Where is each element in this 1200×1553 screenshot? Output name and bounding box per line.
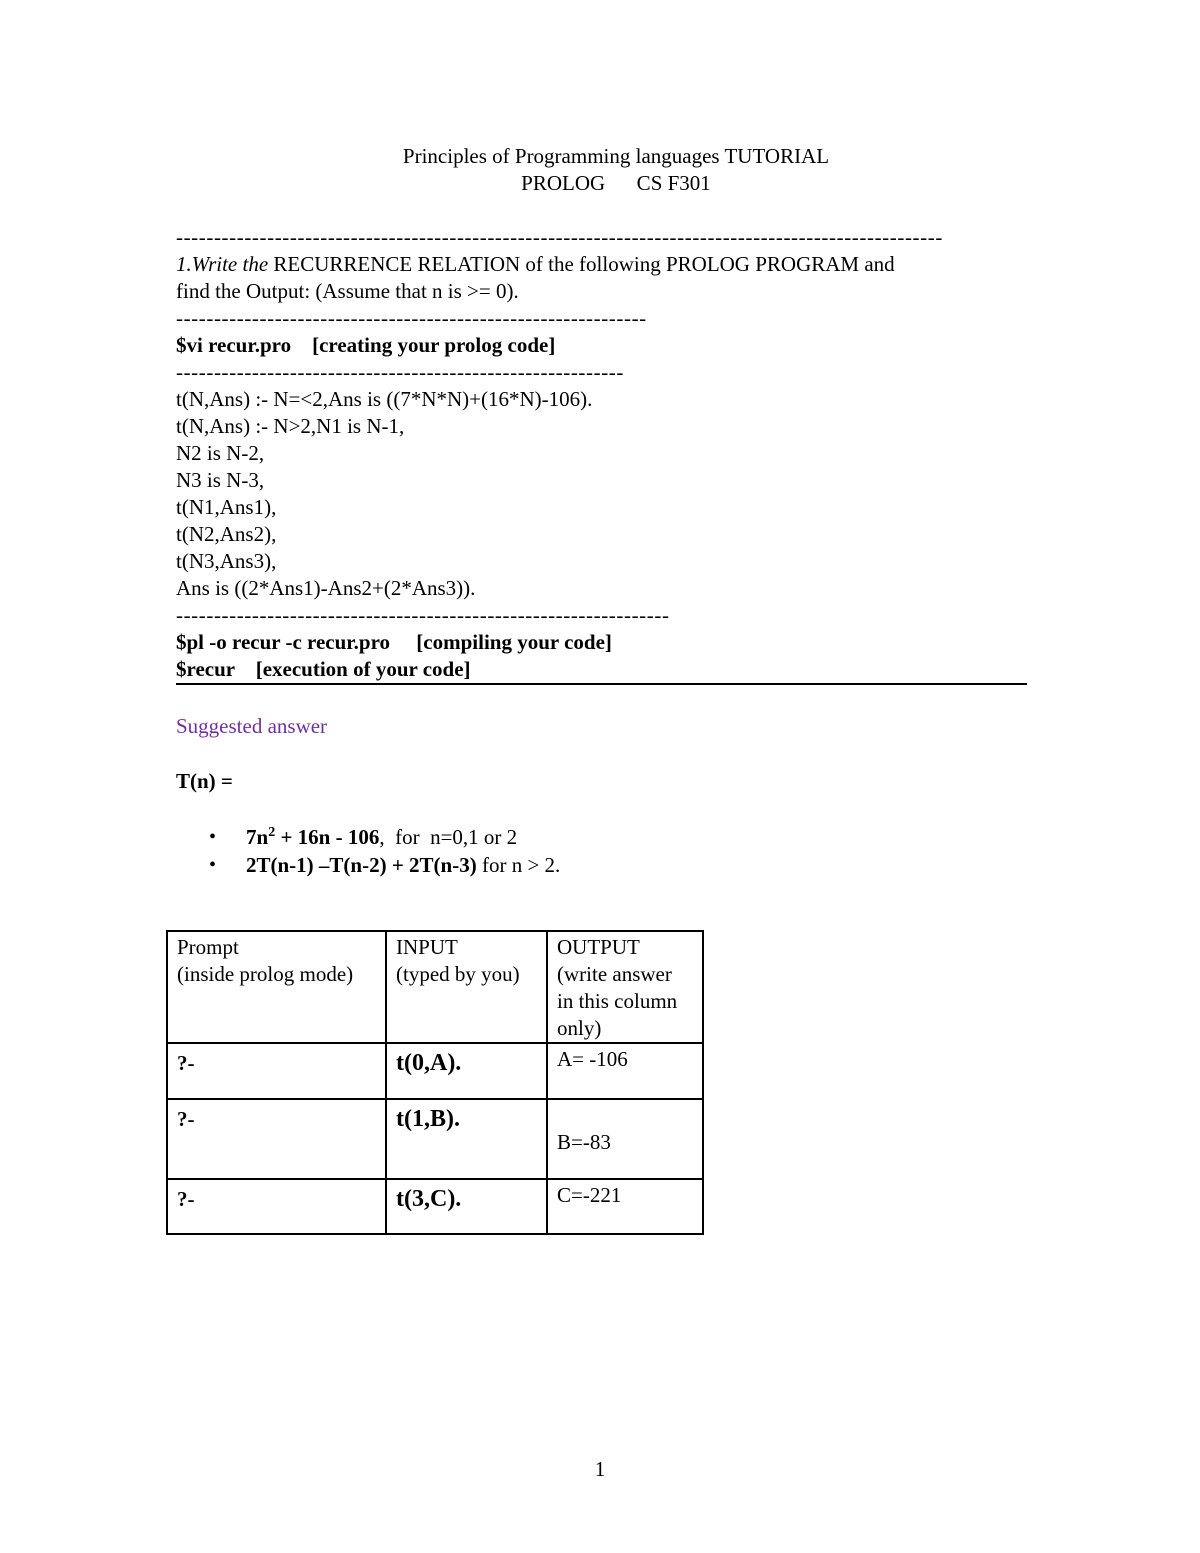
base-case-exponent: 2 (268, 825, 276, 840)
output-cell: B=-83 (547, 1099, 703, 1179)
separator-line: ----------------------------------------------------------------- (176, 603, 670, 627)
table-row (167, 1043, 703, 1099)
recurrence-label: T(n) = (176, 769, 233, 793)
prompt-cell: ?- (167, 1043, 386, 1099)
list-item (176, 851, 560, 879)
input-cell: t(1,B). (386, 1099, 547, 1179)
table-row (167, 1099, 703, 1179)
input-cell: t(3,C). (386, 1179, 547, 1234)
code-line: Ans is ((2*Ans1)-Ans2+(2*Ans3)). (176, 576, 476, 600)
base-case-term: 7n (246, 825, 269, 849)
code-line: t(N,Ans) :- N=<2,Ans is ((7*N*N)+(16*N)-106). (176, 387, 593, 411)
prompt-cell: ?- (167, 1179, 386, 1234)
separator-line: ----------------------------------------------------------------------------------------------------- (176, 225, 943, 249)
base-case-condition: , for n=0,1 or 2 (379, 825, 518, 849)
code-line: N3 is N-3, (176, 468, 265, 492)
section-rule (176, 683, 1027, 685)
recurrence-cases (176, 823, 560, 879)
input-cell: t(0,A). (386, 1043, 547, 1099)
code-line: t(N3,Ans3), (176, 549, 277, 573)
code-line: t(N1,Ans1), (176, 495, 277, 519)
question-text-1: RECURRENCE RELATION of the following PROLOG PROGRAM and (268, 252, 895, 276)
recursive-case-term: 2T(n-1) –T(n-2) + 2T(n-3) (246, 853, 477, 877)
document-title: Principles of Programming languages TUTORIAL (402, 144, 830, 168)
execute-command: $recur [execution of your code] (176, 657, 471, 681)
list-item (176, 823, 560, 851)
code-line: t(N2,Ans2), (176, 522, 277, 546)
suggested-answer-heading: Suggested answer (176, 714, 328, 738)
column-header-prompt: Prompt (inside prolog mode) (167, 931, 386, 1043)
edit-command: $vi recur.pro [creating your prolog code] (176, 333, 556, 357)
query-table (166, 930, 704, 1235)
prompt-cell: ?- (167, 1099, 386, 1179)
question-number-lead: 1.Write the (176, 252, 269, 276)
output-cell: C=-221 (547, 1179, 703, 1234)
column-header-input: INPUT (typed by you) (386, 931, 547, 1043)
code-line: t(N,Ans) :- N>2,N1 is N-1, (176, 414, 405, 438)
question-line-2: find the Output: (Assume that n is >= 0). (176, 279, 519, 303)
page-number: 1 (594, 1457, 606, 1481)
base-case-rest: + 16n - 106 (275, 825, 380, 849)
separator-line: ----------------------------------------------------------- (176, 360, 624, 384)
question-line-1 (176, 252, 895, 277)
recursive-case-condition: for n > 2. (476, 853, 561, 877)
document-subtitle: PROLOG CS F301 (521, 171, 711, 195)
separator-line: -------------------------------------------------------------- (176, 306, 647, 330)
code-line: N2 is N-2, (176, 441, 265, 465)
table-row (167, 1179, 703, 1234)
table-header-row (167, 931, 703, 1043)
compile-command: $pl -o recur -c recur.pro [compiling your code] (176, 630, 612, 654)
column-header-output: OUTPUT (write answer in this column only) (547, 931, 703, 1043)
output-cell: A= -106 (547, 1043, 703, 1099)
